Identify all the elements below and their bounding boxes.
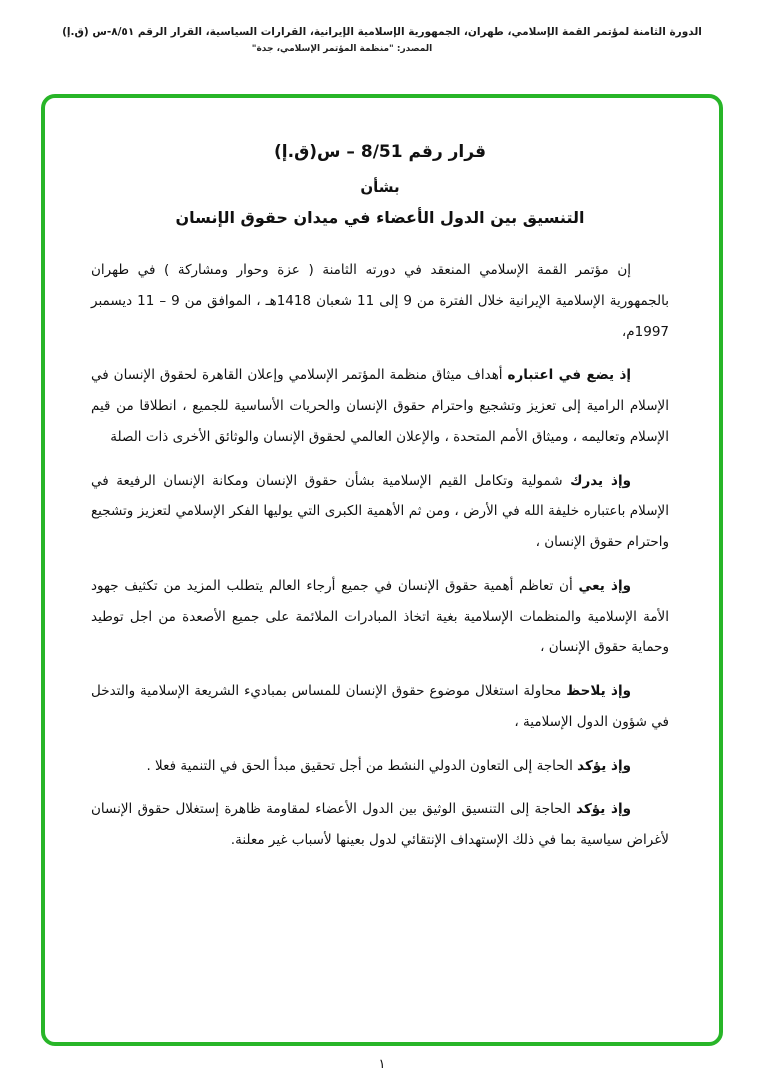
page-number: ١ xyxy=(378,1057,386,1072)
resolution-number-title: قرار رقم 8/51 – س(ق.إ) xyxy=(274,142,486,162)
paragraph-lead: وإذ يؤكد xyxy=(577,757,631,774)
paragraph-text: إن مؤتمر القمة الإسلامي المنعقد في دورته الثامنة ( عزة وحوار ومشاركة ) في طهران بالجمهورية الإسلامية الإيرانية خلال الفترة من 9 إلى 11 شعبان 1418هـ ، الموافق من 9 – 11 ديسمبر 1997م، xyxy=(91,262,669,340)
paragraph-noting xyxy=(91,676,669,738)
green-border-frame xyxy=(41,94,723,1046)
resolution-subtitle: بشأن xyxy=(360,178,400,196)
paragraph-considering xyxy=(91,360,669,452)
paragraph-text: شمولية وتكامل القيم الإسلامية بشأن حقوق الإنسان ومكانة الإنسان الرفيعة في الإسلام باعتباره خليفة الله في الأرض ، ومن ثم الأهمية الكبرى التي يوليها الفكر الإسلامي لتعزيز وتشجيع واحترام حقوق الإنسان ، xyxy=(91,472,669,551)
paragraph-lead: وإذ يلاحظ xyxy=(566,683,631,700)
resolution-body xyxy=(91,255,669,856)
paragraph-lead: وإذ يؤكد xyxy=(576,801,631,818)
paragraph-affirming-2 xyxy=(91,794,669,856)
paragraph-recognizing xyxy=(91,466,669,558)
header-citation-line: الدورة الثامنة لمؤتمر القمة الإسلامي، طهران، الجمهورية الإسلامية الإيرانية، القرارات السياسية، القرار الرقم ٨/٥١-س (ق.إ) xyxy=(62,26,702,38)
resolution-subject-title: التنسيق بين الدول الأعضاء في ميدان حقوق الإنسان xyxy=(175,208,585,227)
paragraph-text: أهداف ميثاق منظمة المؤتمر الإسلامي وإعلان القاهرة لحقوق الإنسان في الإسلام الرامية إلى تعزيز وتشجيع واحترام حقوق الإنسان والحريات الأساسية للجميع ، انطلاقا من قيم الإسلام وتعاليمه ، وميثاق الأمم المتحدة ، والإعلان العالمي لحقوق الإنسان والوثائق الأخرى ذات الصلة xyxy=(91,367,669,445)
paragraph-text: محاولة استغلال موضوع حقوق الإنسان للمساس بمباديء الشريعة الإسلامية والتدخل في شؤون الدول الإسلامية ، xyxy=(91,683,669,730)
paragraph-affirming-1 xyxy=(91,751,669,782)
header-source-line: المصدر: "منظمة المؤتمر الإسلامي، جدة" xyxy=(251,44,433,54)
paragraph-preamble xyxy=(91,255,669,347)
page-header xyxy=(0,0,764,54)
paragraph-text: أن تعاظم أهمية حقوق الإنسان في جميع أرجاء العالم يتطلب المزيد من تكثيف جهود الأمة الإسلامية والمنظمات الإسلامية بغية اتخاذ المبادرات الملائمة على جميع الأصعدة من اجل توطيد وحماية حقوق الإنسان ، xyxy=(91,577,669,656)
resolution-title-block xyxy=(91,142,669,227)
paragraph-lead: وإذ يدرك xyxy=(570,472,631,489)
paragraph-text: الحاجة إلى التعاون الدولي النشط من أجل تحقيق مبدأ الحق في التنمية فعلا . xyxy=(146,757,573,774)
paragraph-aware xyxy=(91,571,669,663)
paragraph-text: الحاجة إلى التنسيق الوثيق بين الدول الأعضاء لمقاومة ظاهرة إستغلال حقوق الإنسان لأغراض سياسية بما في ذلك الإستهداف الإنتقائي لدول بعينها لأسباب غير معلنة. xyxy=(91,801,669,849)
paragraph-lead: وإذ يعي xyxy=(578,577,632,594)
paragraph-lead: إذ يضع في اعتباره xyxy=(507,367,631,384)
